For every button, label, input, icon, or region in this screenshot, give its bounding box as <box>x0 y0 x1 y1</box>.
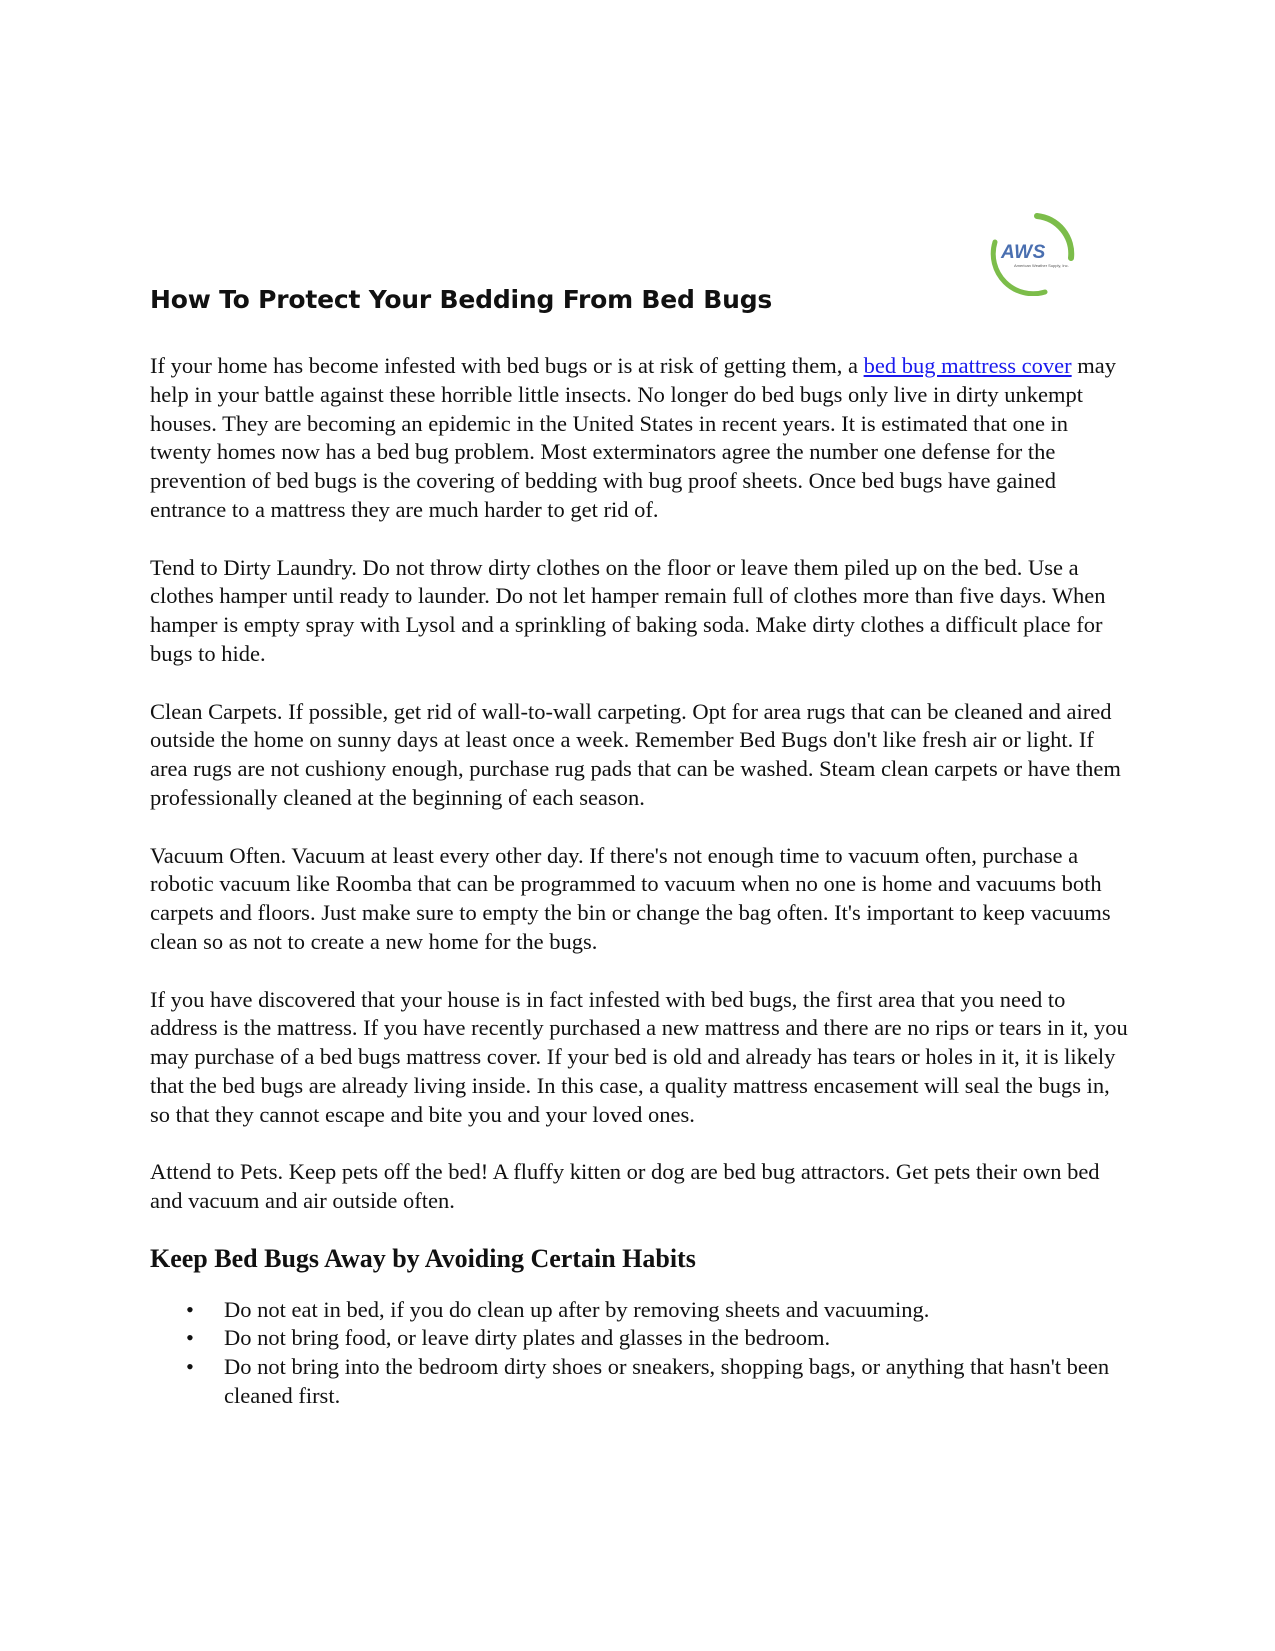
mattress-cover-link[interactable]: bed bug mattress cover <box>863 353 1072 378</box>
habits-list <box>150 1296 1130 1411</box>
article-body <box>150 352 1130 1411</box>
list-item: • Do not eat in bed, if you do clean up after by removing sheets and vacuuming. <box>224 1296 1130 1325</box>
intro-text-before-link: If your home has become infested with bed bugs or is at risk of getting them, a <box>150 353 864 378</box>
section-heading: Keep Bed Bugs Away by Avoiding Certain Habits <box>150 1243 696 1273</box>
intro-paragraph <box>150 352 1130 525</box>
paragraph-laundry: Tend to Dirty Laundry. Do not throw dirty clothes on the floor or leave them piled up on the bed. Use a clothes hamper until ready to launder. Do not let hamper remain full of clothes more than five days. When hamper is empty spray with Lysol and a sprinkling of baking soda. Make dirty clothes a difficult place for bugs to hide. <box>150 554 1106 666</box>
paragraph-pets: Attend to Pets. Keep pets off the bed! A fluffy kitten or dog are bed bug attractors. Get pets their own bed and vacuum and air outside often. <box>150 1159 1100 1214</box>
logo-text: AWS <box>1001 242 1046 263</box>
page-title: How To Protect Your Bedding From Bed Bugs <box>150 285 773 314</box>
paragraph-carpets: Clean Carpets. If possible, get rid of wall-to-wall carpeting. Opt for area rugs that can be cleaned and aired outside the home on sunny days at least once a week. Remember Bed Bugs don't like fresh air or light. If area rugs are not cushiony enough, purchase rug pads that can be washed. Steam clean carpets or have them professionally cleaned at the beginning of each season. <box>150 698 1121 810</box>
list-item: • Do not bring into the bedroom dirty shoes or sneakers, shopping bags, or anything that hasn't been cleaned first. <box>224 1353 1130 1411</box>
aws-logo <box>985 212 1077 296</box>
paragraph-mattress: If you have discovered that your house is in fact infested with bed bugs, the first area that you need to address is the mattress. If you have recently purchased a new mattress and there are no rips or tears in it, you may purchase of a bed bugs mattress cover. If your bed is old and already has tears or holes in it, it is likely that the bed bugs are already living inside. In this case, a quality mattress encasement will seal the bugs in, so that they cannot escape and bite you and your loved ones. <box>150 986 1128 1127</box>
paragraph-vacuum: Vacuum Often. Vacuum at least every other day. If there's not enough time to vacuum often, purchase a robotic vacuum like Roomba that can be programmed to vacuum when no one is home and vacuums both carpets and floors. Just make sure to empty the bin or change the bag often. It's important to keep vacuums clean so as not to create a new home for the bugs. <box>150 842 1111 954</box>
intro-text-after-link: may help in your battle against these horrible little insects. No longer do bed bugs only live in dirty unkempt houses. They are becoming an epidemic in the United States in recent years. It is estimated that one in twenty homes now has a bed bug problem. Most exterminators agree the number one defense for the prevention of bed bugs is the covering of bedding with bug proof sheets. Once bed bugs have gained entrance to a mattress they are much harder to get rid of. <box>150 353 1117 522</box>
logo-subtitle: American Weather Supply, Inc. <box>1014 263 1069 268</box>
list-item: • Do not bring food, or leave dirty plates and glasses in the bedroom. <box>224 1324 1130 1353</box>
